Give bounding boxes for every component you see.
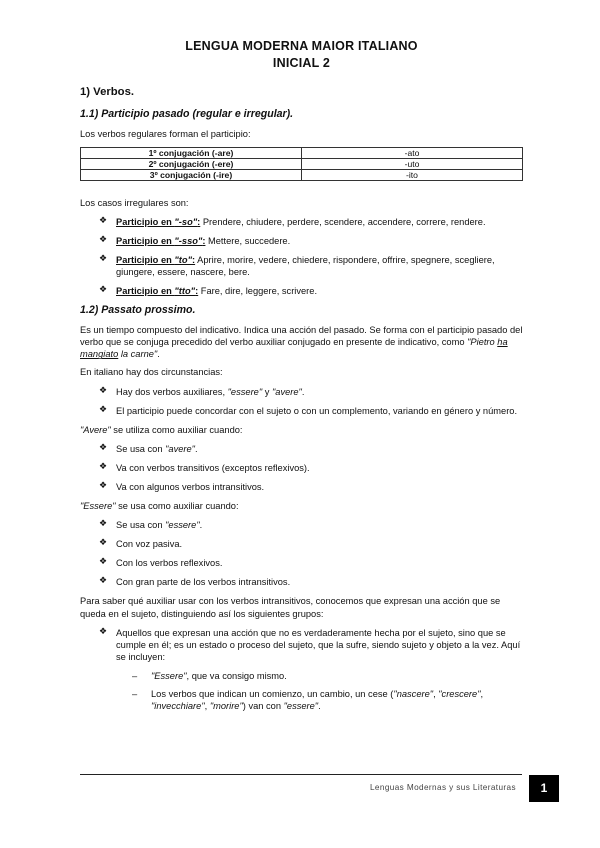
list-item: ❖ Aquellos que expresan una acción que no es verdaderamente hecha por el sujeto, sino que se cumple en él; es un estado o proceso del sujeto, que la sufre, siendo sujeto y objeto a la vez. Aquí se incluyen: [99, 625, 521, 662]
conjugation-table [80, 147, 523, 181]
avere-list [80, 443, 523, 493]
paragraph-essere-intro: "Essere" se usa como auxiliar cuando: [80, 501, 239, 512]
diamond-bullet-icon: ❖ [99, 403, 108, 414]
paragraph-irregular-intro: Los casos irregulares son: [80, 198, 189, 209]
diamond-bullet-icon: ❖ [99, 441, 108, 452]
diamond-bullet-icon: ❖ [99, 537, 108, 548]
dash-bullet-icon: – [132, 670, 138, 681]
list-item: ❖ Con voz pasiva. [99, 537, 183, 550]
diamond-bullet-icon: ❖ [99, 460, 108, 471]
essere-list [80, 519, 523, 588]
list-item: ❖ Con gran parte de los verbos intransitivos. [99, 575, 291, 588]
list-item [80, 254, 523, 278]
table-cell-label: 2º conjugación (-ere) [81, 159, 302, 170]
circumstances-list [80, 386, 523, 417]
diamond-bullet-icon: ❖ [99, 625, 108, 636]
paragraph-circumstances: En italiano hay dos circunstancias: [80, 367, 223, 378]
list-item: ❖ Con los verbos reflexivos. [99, 556, 223, 569]
list-item: ❖ Hay dos verbos auxiliares, "essere" y "avere". [99, 384, 305, 397]
subsection-heading-participio: 1.1) Participio pasado (regular e irregular). [80, 108, 294, 121]
table-cell-ending: -ito [302, 170, 523, 181]
title-line-2: INICIAL 2 [272, 56, 331, 71]
table-cell-label: 1º conjugación (-are) [81, 148, 302, 159]
list-item: – Los verbos que indican un comienzo, un cambio, un cese ("nascere", "crescere", "invecchiare", "morire") van con "essere". [132, 688, 484, 711]
list-item [80, 235, 523, 247]
list-item-text: Fare, dire, leggere, scrivere. [198, 286, 318, 297]
table-cell-ending: -ato [302, 148, 523, 159]
page-number: 1 [529, 775, 559, 802]
list-item: ❖ El participio puede concordar con el sujeto o con un complemento, variando en género y número. [99, 403, 518, 416]
list-item-label: Participio en "-so": [116, 217, 201, 228]
dash-bullet-icon: – [132, 688, 138, 699]
section-heading-verbos: 1) Verbos. [80, 85, 134, 98]
document-page [80, 38, 523, 718]
diamond-bullet-icon: ❖ [99, 518, 108, 529]
list-item [80, 285, 523, 297]
paragraph-passato-definition: Es un tiempo compuesto del indicativo. Indica una acción del pasado. Se forma con el participio pasado del verbo que se conjuga precedido del verbo auxiliar conjugado en presente de indicativo, como "Pietro ha mangiato la carne". [80, 325, 523, 360]
diamond-bullet-icon: ❖ [99, 253, 108, 264]
paragraph-avere-intro: "Avere" se utiliza como auxiliar cuando: [80, 424, 243, 435]
subsection-heading-passato: 1.2) Passato prossimo. [80, 304, 196, 317]
list-item: ❖ Va con verbos transitivos (exceptos reflexivos). [99, 460, 310, 473]
table-row [81, 148, 523, 159]
list-item-label: Participio en "to": [116, 255, 196, 266]
paragraph-intransitive-groups: Para saber qué auxiliar usar con los verbos intransitivos, conocemos que expresan una acción que se queda en el sujeto, distinguiendo así los siguientes grupos: [80, 596, 501, 619]
diamond-bullet-icon: ❖ [99, 575, 108, 586]
list-item: – "Essere", que va consigo mismo. [132, 670, 287, 681]
list-item-label: Participio en "-sso": [116, 236, 206, 247]
diamond-bullet-icon: ❖ [99, 215, 108, 226]
table-cell-label: 3º conjugación (-ire) [81, 170, 302, 181]
table-row [81, 170, 523, 181]
list-item: ❖ Se usa con "avere". [99, 441, 198, 454]
table-row [81, 159, 523, 170]
table-cell-ending: -uto [302, 159, 523, 170]
title-line-1: LENGUA MODERNA MAIOR ITALIANO [185, 39, 418, 53]
groups-list [80, 627, 523, 663]
list-item-text: Mettere, succedere. [205, 236, 291, 247]
paragraph-regular-intro: Los verbos regulares forman el participio: [80, 128, 251, 139]
diamond-bullet-icon: ❖ [99, 479, 108, 490]
diamond-bullet-icon: ❖ [99, 384, 108, 395]
diamond-bullet-icon: ❖ [99, 284, 108, 295]
footer-text: Lenguas Modernas y sus Literaturas [369, 783, 516, 792]
diamond-bullet-icon: ❖ [99, 556, 108, 567]
list-item-text: Aprire, morire, vedere, chiedere, rispondere, offrire, spegnere, scegliere, giungere, essere, nascere, bere. [116, 255, 495, 278]
subgroups-list [80, 670, 523, 712]
diamond-bullet-icon: ❖ [99, 234, 108, 245]
irregular-list [80, 216, 523, 297]
document-title [80, 38, 523, 73]
list-item: ❖ Se usa con "essere". [99, 518, 203, 531]
list-item [80, 216, 523, 228]
list-item: ❖ Va con algunos verbos intransitivos. [99, 479, 265, 492]
list-item-text: Prendere, chiudere, perdere, scendere, accendere, correre, rendere. [200, 217, 486, 228]
footer-divider [80, 774, 522, 775]
list-item-label: Participio en "tto": [116, 286, 199, 297]
